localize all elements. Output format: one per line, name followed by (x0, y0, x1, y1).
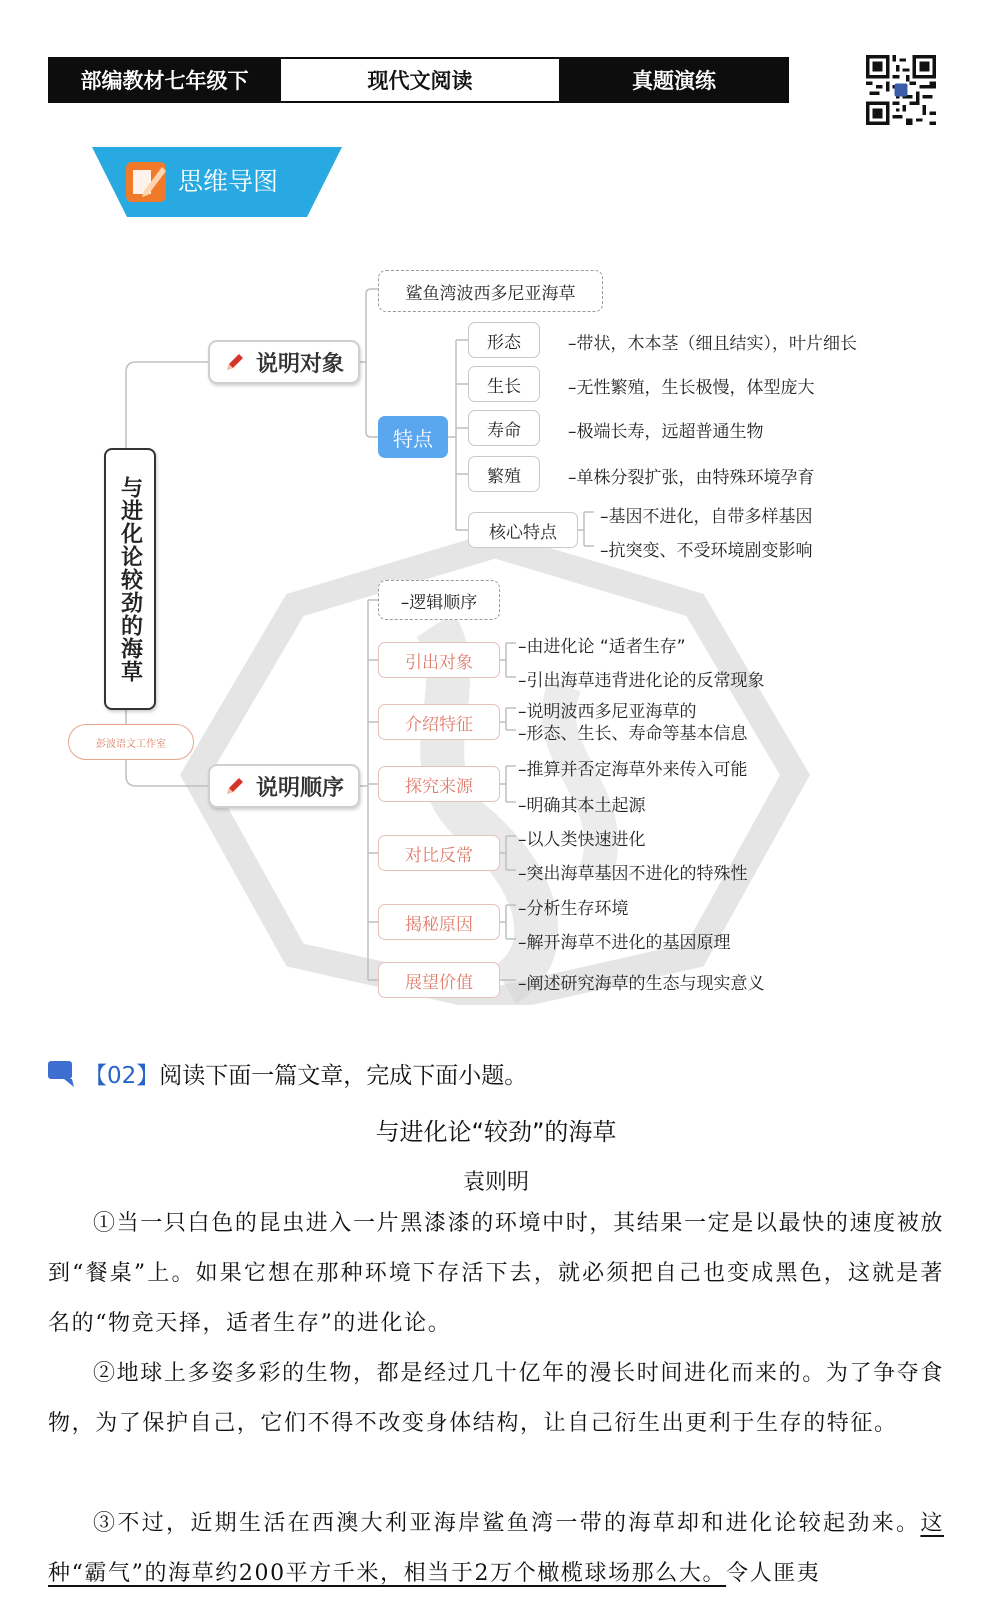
paragraph-3-underlined: 这种“霸气”的海草约200平方千米，相当于2万个橄榄球场那么大。 (48, 1511, 944, 1586)
step-name: 揭秘原因 (405, 914, 473, 935)
pencil-icon (224, 351, 246, 373)
studio-badge: 彭波语文工作室 (68, 724, 194, 760)
paragraph-1: ①当一只白色的昆虫进入一片黑漆漆的环境中时，其结果一定是以最快的速度被放到“餐桌”上。如果它想在那种环境下存活下去，就必须把自己也变成黑色，这就是著名的“物竞天择，适者生存”的进化论。 (48, 1211, 944, 1336)
question-text: 阅读下面一篇文章，完成下面小题。 (159, 1063, 528, 1089)
mindmap-root (104, 448, 156, 710)
node-order-type-label: –逻辑顺序 (400, 592, 478, 613)
step-name: 引出对象 (405, 652, 473, 673)
step-desc: –以人类快速进化 (518, 830, 646, 850)
step-desc: –解开海草不进化的基因原理 (518, 933, 731, 953)
step-origin (378, 766, 500, 802)
question-number: 【02】 (84, 1063, 160, 1089)
feature-name: 生长 (487, 376, 521, 397)
node-features (378, 416, 448, 458)
node-object (208, 340, 360, 384)
feature-shape (468, 322, 540, 358)
feature-desc: –基因不进化，自带多样基因 (600, 507, 813, 527)
step-desc: –推算并否定海草外来传入可能 (518, 760, 748, 780)
node-object-label: 说明对象 (255, 351, 344, 377)
step-desc: –突出海草基因不进化的特殊性 (518, 864, 748, 884)
step-desc: –阐述研究海草的生态与现实意义 (518, 974, 765, 994)
step-desc: –分析生存环境 (518, 899, 629, 919)
node-features-label: 特点 (393, 426, 433, 451)
mindmap-root-label: 与进化论较劲的海草 (117, 475, 143, 683)
question-heading (48, 1057, 527, 1090)
node-subject (378, 270, 603, 312)
feature-name: 形态 (487, 332, 521, 353)
step-desc: –说明波西多尼亚海草的 (518, 702, 697, 722)
pencil-icon (224, 775, 246, 797)
feature-growth (468, 366, 540, 402)
step-name: 介绍特征 (405, 714, 473, 735)
paragraph-3-start: ③不过，近期生活在西澳大利亚海岸鲨鱼湾一带的海草却和进化论较起劲来。 (93, 1511, 921, 1536)
feature-lifespan (468, 410, 540, 446)
feature-desc: –无性繁殖，生长极慢，体型庞大 (568, 378, 815, 398)
paragraph-3 (48, 1499, 944, 1599)
feature-name: 寿命 (487, 420, 521, 441)
badge-label: 思维导图 (178, 167, 279, 196)
article-author: 袁则明 (462, 1170, 529, 1195)
feature-desc: –极端长寿，远超普通生物 (568, 422, 764, 442)
step-contrast (378, 835, 500, 871)
header-section-label: 现代文阅读 (367, 69, 473, 93)
header-grade-label: 部编教材七年级下 (80, 69, 249, 93)
step-reason (378, 904, 500, 940)
step-introduce (378, 642, 500, 678)
step-name: 对比反常 (405, 845, 473, 866)
article-title: 与进化论“较劲”的海草 (375, 1118, 617, 1146)
step-desc: –明确其本土起源 (518, 796, 646, 816)
step-name: 探究来源 (405, 776, 473, 797)
step-value (378, 962, 500, 998)
step-name: 展望价值 (405, 972, 473, 993)
header-practice-label: 真题演练 (632, 69, 716, 93)
node-order (208, 764, 360, 808)
feature-core (468, 512, 578, 548)
feature-desc: –抗突变、不受环境剧变影响 (600, 541, 813, 561)
step-desc: –由进化论 “适者生存” (518, 637, 686, 657)
node-subject-label: 鲨鱼湾波西多尼亚海草 (405, 283, 576, 304)
node-order-type (378, 580, 500, 620)
paragraph-3-end: 令人匪夷 (726, 1561, 821, 1586)
feature-name: 繁殖 (487, 466, 521, 487)
comment-icon (48, 1061, 78, 1087)
feature-reproduction (468, 456, 540, 492)
paragraph-2: ②地球上多姿多彩的生物，都是经过几十亿年的漫长时间进化而来的。为了争夺食物，为了保护自己，它们不得不改变身体结构，让自己衍生出更利于生存的特征。 (48, 1361, 944, 1436)
feature-desc: –单株分裂扩张，由特殊环境孕育 (568, 468, 815, 488)
feature-desc: –带状，木本茎（细且结实），叶片细长 (568, 334, 857, 354)
step-desc: –形态、生长、寿命等基本信息 (518, 724, 748, 744)
step-features (378, 704, 500, 740)
step-desc: –引出海草违背进化论的反常现象 (518, 671, 765, 691)
node-order-label: 说明顺序 (255, 775, 344, 801)
feature-name: 核心特点 (489, 522, 557, 543)
